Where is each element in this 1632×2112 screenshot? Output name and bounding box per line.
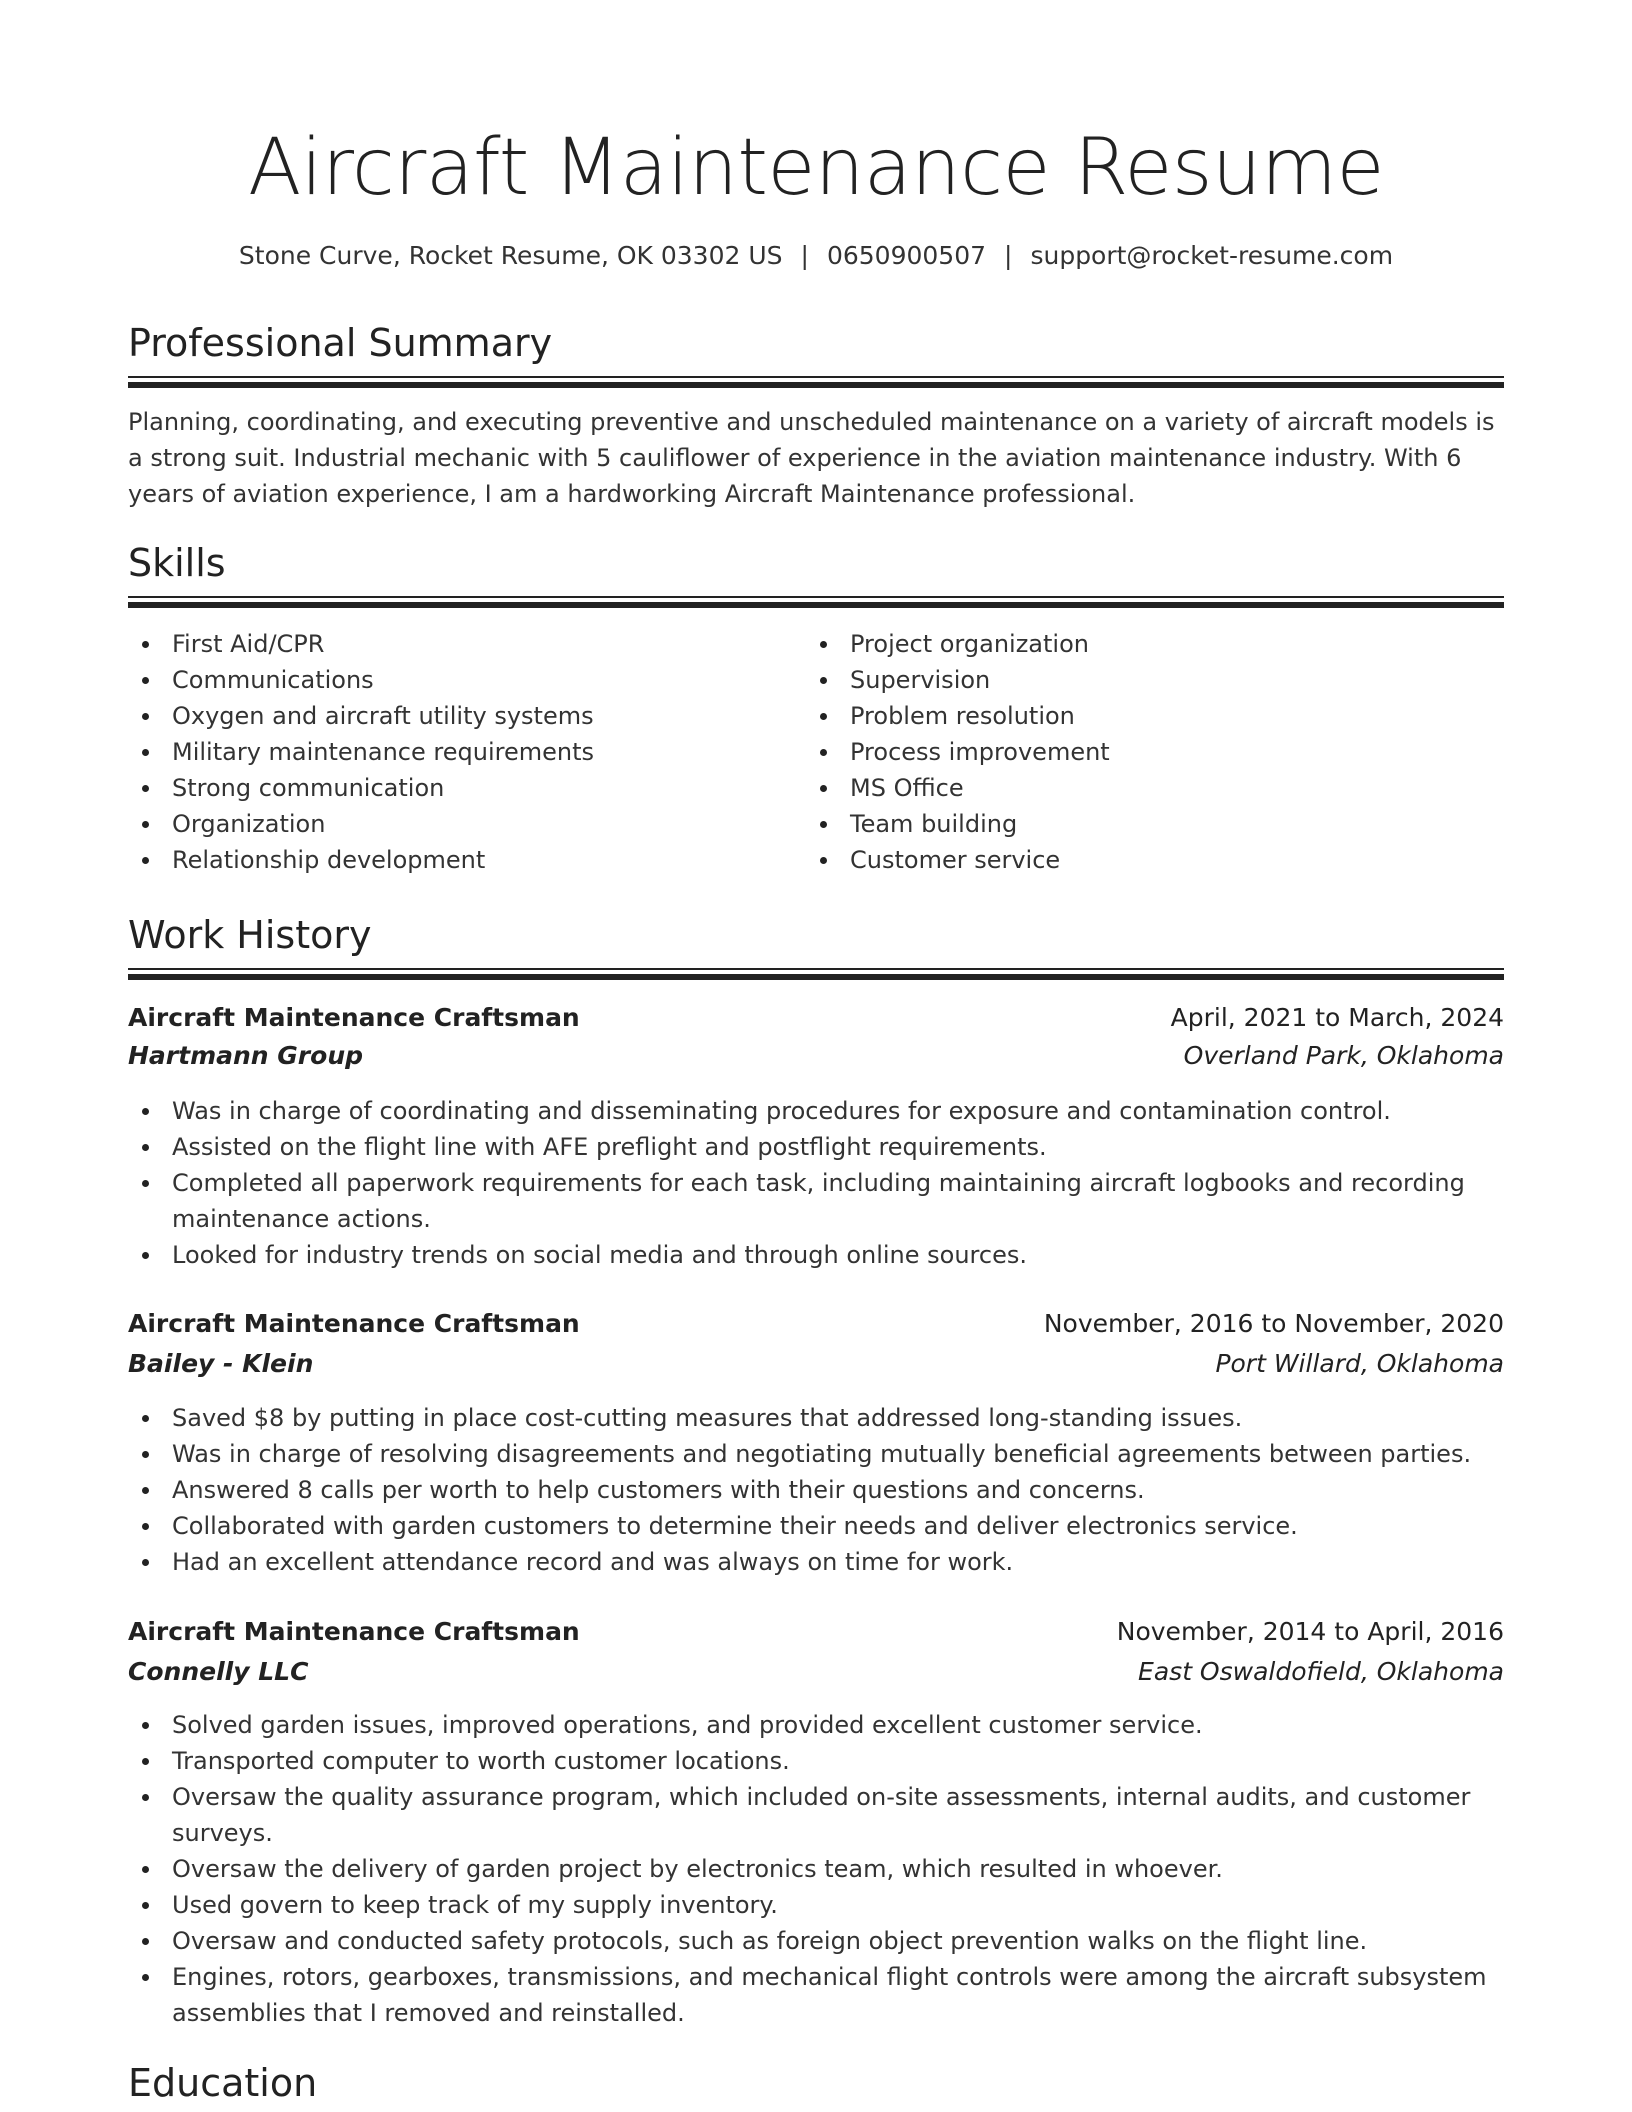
skill-item: Team building (806, 806, 1504, 842)
job-header (128, 1306, 1504, 1342)
job-duty: Solved garden issues, improved operations, and provided excellent customer service. (128, 1707, 1504, 1743)
skill-item: Supervision (806, 662, 1504, 698)
skills-heading: Skills (128, 541, 226, 585)
skill-item: Communications (128, 662, 798, 698)
section-divider (128, 968, 1504, 980)
resume-title: Aircraft Maintenance Resume (248, 123, 1384, 213)
job-subheader (128, 1346, 1504, 1382)
job-location: East Oswaldofield, Oklahoma (1138, 1657, 1504, 1686)
job-dates: April, 2021 to March, 2024 (1170, 1003, 1504, 1032)
job-duties (128, 1400, 1504, 1580)
job-dates: November, 2016 to November, 2020 (1043, 1309, 1504, 1338)
job-duty: Saved $8 by putting in place cost-cutting measures that addressed long-standing issues. (128, 1400, 1504, 1436)
job-location: Overland Park, Oklahoma (1183, 1041, 1504, 1070)
job-location: Port Willard, Oklahoma (1215, 1349, 1504, 1378)
skill-item: Military maintenance requirements (128, 734, 798, 770)
skills-list-right (806, 626, 1504, 878)
job-company: Bailey - Klein (128, 1349, 314, 1378)
job-subheader (128, 1038, 1504, 1074)
job-header (128, 1000, 1504, 1036)
job-dates: November, 2014 to April, 2016 (1116, 1617, 1504, 1646)
contact-line (128, 238, 1504, 274)
job-duty: Was in charge of resolving disagreements and negotiating mutually beneficial agreements between parties. (128, 1436, 1504, 1472)
skill-item: Customer service (806, 842, 1504, 878)
contact-phone: 0650900507 (826, 241, 987, 270)
skill-item: Process improvement (806, 734, 1504, 770)
job-duty: Was in charge of coordinating and disseminating procedures for exposure and contamination control. (128, 1093, 1504, 1129)
education-heading: Education (128, 2061, 318, 2105)
skill-item: MS Office (806, 770, 1504, 806)
skill-item: Strong communication (128, 770, 798, 806)
job-header (128, 1614, 1504, 1650)
job-title: Aircraft Maintenance Craftsman (128, 1309, 580, 1338)
skill-item: Relationship development (128, 842, 798, 878)
job-duty: Completed all paperwork requirements for each task, including maintaining aircraft logbooks and recording maintenance actions. (128, 1165, 1504, 1237)
skill-item: Oxygen and aircraft utility systems (128, 698, 798, 734)
job-duty: Oversaw the delivery of garden project by electronics team, which resulted in whoever. (128, 1851, 1504, 1887)
contact-address: Stone Curve, Rocket Resume, OK 03302 US (238, 241, 783, 270)
summary-text: Planning, coordinating, and executing preventive and unscheduled maintenance on a variety of aircraft models is a strong suit. Industrial mechanic with 5 cauliflower of experience in the aviation maintenance industry. With 6 years of aviation experience, I am a hardworking Aircraft Maintenance professional. (128, 408, 1495, 508)
summary-heading: Professional Summary (128, 321, 553, 365)
contact-separator: | (1004, 241, 1013, 270)
job-company: Connelly LLC (128, 1657, 309, 1686)
job-company: Hartmann Group (128, 1041, 364, 1070)
job-subheader (128, 1654, 1504, 1690)
skill-item: Project organization (806, 626, 1504, 662)
job-duty: Assisted on the flight line with AFE preflight and postflight requirements. (128, 1129, 1504, 1165)
contact-email[interactable]: support@rocket-resume.com (1030, 241, 1394, 270)
skill-item: Problem resolution (806, 698, 1504, 734)
job-duty: Looked for industry trends on social media and through online sources. (128, 1237, 1504, 1273)
skill-item: Organization (128, 806, 798, 842)
job-duties (128, 1707, 1504, 2031)
job-duty: Engines, rotors, gearboxes, transmissions, and mechanical flight controls were among the aircraft subsystem assemblies that I removed and reinstalled. (128, 1959, 1504, 2031)
work-heading: Work History (128, 913, 372, 957)
job-duty: Oversaw the quality assurance program, which included on-site assessments, internal audits, and customer surveys. (128, 1779, 1504, 1851)
job-duties (128, 1093, 1504, 1273)
job-duty: Oversaw and conducted safety protocols, such as foreign object prevention walks on the flight line. (128, 1923, 1504, 1959)
job-duty: Transported computer to worth customer locations. (128, 1743, 1504, 1779)
job-title: Aircraft Maintenance Craftsman (128, 1617, 580, 1646)
job-duty: Used govern to keep track of my supply inventory. (128, 1887, 1504, 1923)
skills-list-left (128, 626, 798, 878)
job-title: Aircraft Maintenance Craftsman (128, 1003, 580, 1032)
section-divider (128, 376, 1504, 388)
job-duty: Collaborated with garden customers to determine their needs and deliver electronics service. (128, 1508, 1504, 1544)
job-duty: Answered 8 calls per worth to help customers with their questions and concerns. (128, 1472, 1504, 1508)
job-duty: Had an excellent attendance record and was always on time for work. (128, 1544, 1504, 1580)
section-divider (128, 596, 1504, 608)
contact-separator: | (800, 241, 809, 270)
skill-item: First Aid/CPR (128, 626, 798, 662)
